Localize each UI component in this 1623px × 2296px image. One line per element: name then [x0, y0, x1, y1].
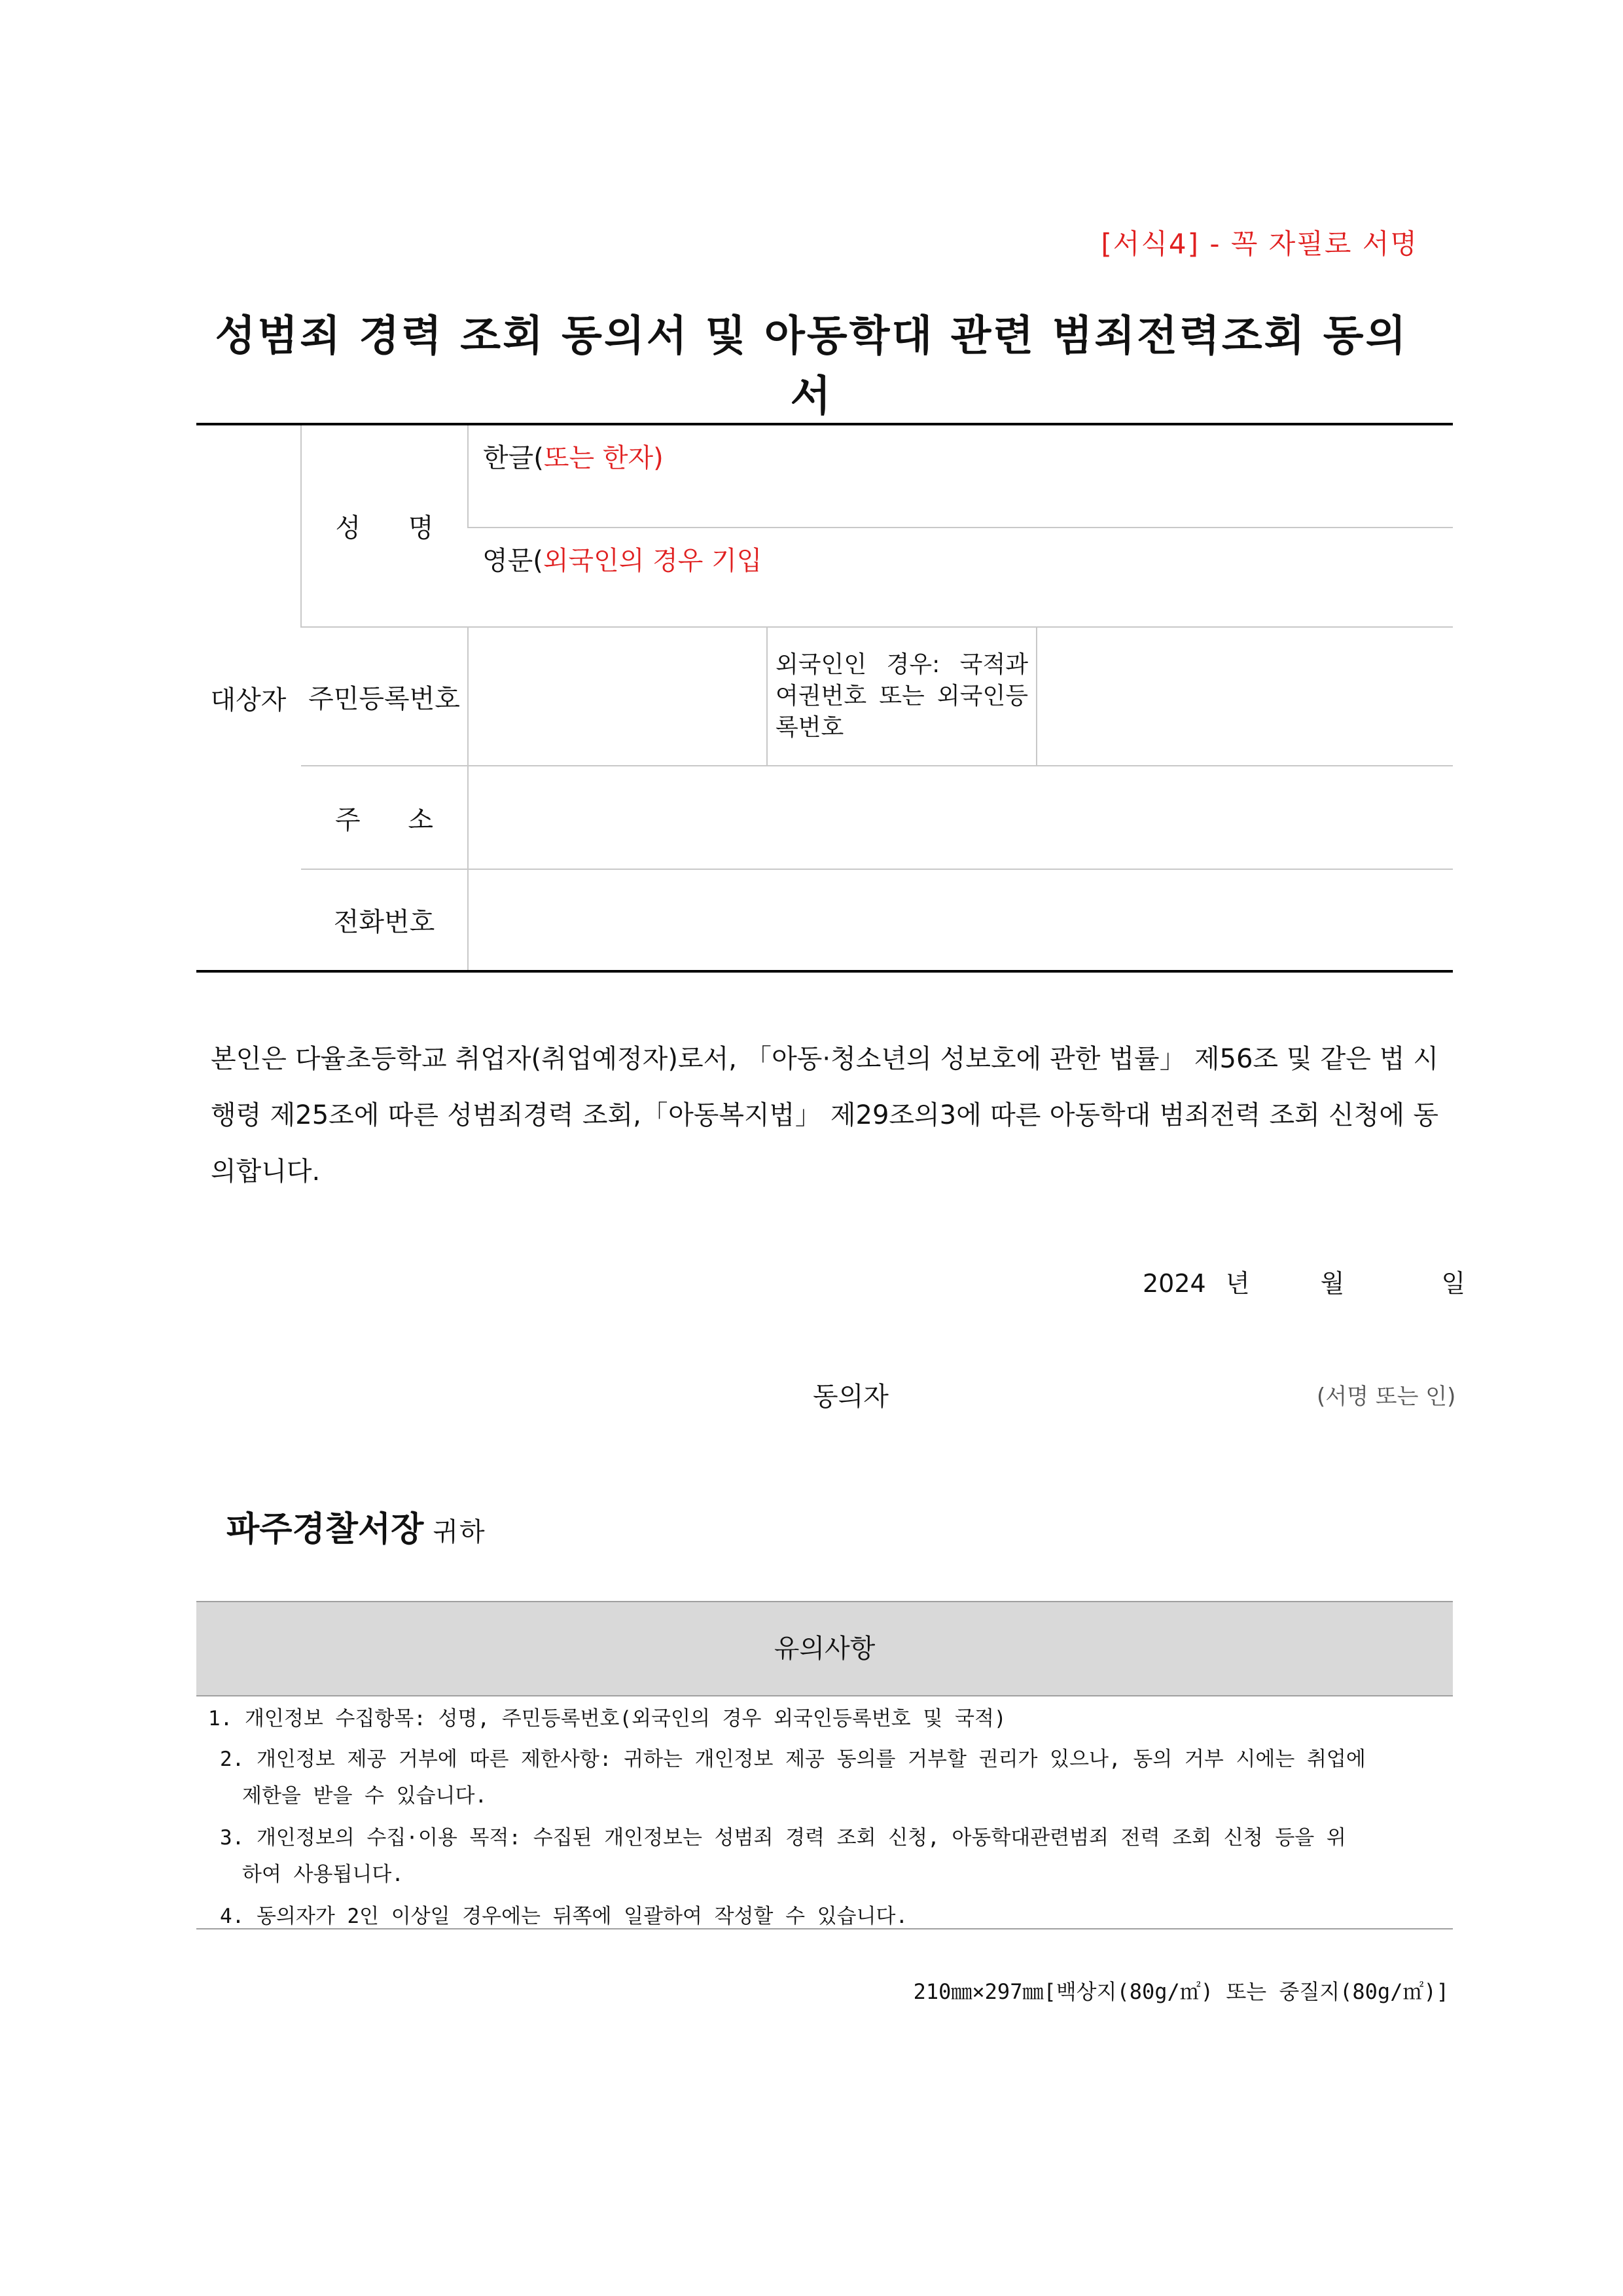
date-day-unit: 일: [1441, 1269, 1466, 1298]
date-month-unit: 월: [1320, 1269, 1345, 1298]
note-line: 1. 개인정보 수집항목: 성명, 주민등록번호(외국인의 경우 외국인등록번호 및 국적): [208, 1707, 1007, 1731]
signature-hint: (서명 또는 인): [1317, 1384, 1456, 1410]
consenter-label: 동의자: [813, 1382, 889, 1412]
date-year-unit: 년: [1225, 1269, 1250, 1298]
note-line-continued: 하여 사용됩니다.: [242, 1863, 404, 1886]
foreign-id-label: 외국인인 경우: 국적과 여권번호 또는 외국인등록번호: [767, 627, 1037, 766]
note-item: [220, 1898, 1450, 1935]
name-korean-hint: 또는 한자): [543, 443, 664, 473]
subject-info-table: [196, 423, 1453, 973]
name-english-field[interactable]: [468, 528, 1453, 627]
notes-list: [196, 1700, 1453, 1929]
phone-label: 전화번호: [333, 907, 435, 937]
name-korean-field[interactable]: [468, 424, 1453, 528]
phone-field[interactable]: [468, 869, 1453, 971]
date-year: 2024: [1143, 1269, 1206, 1298]
name-korean-prefix: 한글(: [483, 443, 544, 473]
name-english-prefix: 영문(: [482, 546, 543, 576]
resident-number-label: 주민등록번호: [301, 627, 468, 766]
document-title: 성범죄 경력 조회 동의서 및 아동학대 관련 범죄전력조회 동의서: [215, 312, 1408, 421]
subject-group-label: 대상자: [196, 424, 301, 971]
name-english-hint: 외국인의 경우 기입: [543, 546, 762, 576]
resident-number-field[interactable]: [468, 627, 767, 766]
address-label: 주 소: [301, 766, 468, 869]
note-item: [220, 1741, 1438, 1814]
consent-statement: 본인은 다율초등학교 취업자(취업예정자)로서, 「아동·청소년의 성보호에 관한 법률」 제56조 및 같은 법 시행령 제25조에 따른 성범죄경력 조회,「아동복지법」 제29조의3에 따른 아동학대 범죄전력 조회 신청에 동의합니다.: [211, 1044, 1438, 1187]
note-line: 4. 동의자가 2인 이상일 경우에는 뒤쪽에 일괄하여 작성할 수 있습니다.: [220, 1905, 908, 1928]
note-line: 3. 개인정보의 수집·이용 목적: 수집된 개인정보는 성범죄 경력 조회 신청, 아동학대관련범죄 전력 조회 신청 등을 위: [220, 1826, 1346, 1850]
date-line: [1143, 1263, 1465, 1299]
note-item: [220, 1820, 1438, 1893]
notes-header: 유의사항: [196, 1601, 1453, 1696]
paper-spec: 210㎜×297㎜[백상지(80g/㎡) 또는 중질지(80g/㎡)]: [913, 1979, 1449, 2004]
recipient-suffix: 귀하: [433, 1517, 486, 1547]
address-field[interactable]: [468, 766, 1453, 869]
name-label: 성 명: [301, 424, 468, 627]
note-item: [208, 1700, 1438, 1737]
recipient: [226, 1501, 486, 1551]
form-label: [서식4] - 꼭 자필로 서명: [1101, 228, 1418, 260]
note-line-continued: 제한을 받을 수 있습니다.: [242, 1784, 488, 1808]
note-line: 2. 개인정보 제공 거부에 따른 제한사항: 귀하는 개인정보 제공 동의를 거부할 권리가 있으나, 동의 거부 시에는 취업에: [220, 1748, 1366, 1771]
foreign-id-field[interactable]: [1037, 627, 1453, 766]
recipient-name: 파주경찰서장: [226, 1510, 424, 1549]
